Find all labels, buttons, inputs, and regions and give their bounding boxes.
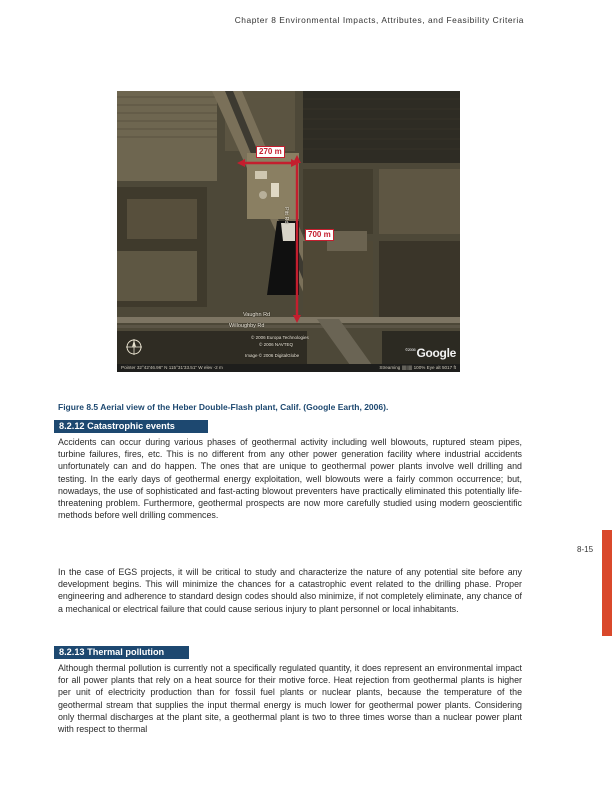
copyright-line: Image © 2006 DigitalGlobe xyxy=(245,353,300,358)
road-label-willoughby: Willoughby Rd xyxy=(229,323,265,329)
chapter-side-tab xyxy=(602,530,612,636)
paragraph: Accidents can occur during various phases of geothermal activity including well blowouts, ruptured steam pipes, turbine failures, fires, etc. This is no different from any other power generation facility where industrial accidents unfortunately can and do happen. The ones that are unique to geothermal power plants involve well drilling and testing. In the early days of geothermal energy exploitation, well blowouts were a fairly common occurrence; but, nowadays, the use of sophisticated and fast-acting blowout preventers have practically eliminated this potentially life-threatening problem. Furthermore, geothermal prospects are now more carefully studied using modern geoscientific methods before well drilling commences. xyxy=(58,437,522,521)
dimension-label-width: 270 m xyxy=(256,146,285,158)
road-label-pitt: Pitt Rd xyxy=(283,207,289,224)
paragraph: In the case of EGS projects, it will be critical to study and characterize the nature of any potential site before any development begins. This will minimize the chances for a catastrophic event related to the drilling phase. Proper engineering and adherence to standard design codes should also minimize, if not completely eliminate, any chance of a mechanical or electrical failure that could cause serious injury to plant personnel or local inhabitants. xyxy=(58,567,522,614)
section-heading-catastrophic-events: 8.2.12 Catastrophic events xyxy=(54,420,208,433)
aerial-terrain xyxy=(117,91,460,372)
section-heading-thermal-pollution: 8.2.13 Thermal pollution xyxy=(54,646,189,659)
pointer-coordinates: Pointer 32°42'46.96" N 115°31'33.51" W elev -2 m xyxy=(121,365,223,370)
copyright-line: © 2006 NAVTEQ xyxy=(259,342,293,347)
running-header: Chapter 8 Environmental Impacts, Attributes, and Feasibility Criteria xyxy=(234,15,524,25)
aerial-photo-figure xyxy=(117,91,460,372)
earth-status-bar xyxy=(117,364,460,372)
dimension-label-length: 700 m xyxy=(305,229,334,241)
streaming-eye-alt: Streaming ||||||||| 100% Eye alt 5017 ft xyxy=(379,365,456,370)
road-label-vaughn: Vaughn Rd xyxy=(243,312,271,318)
compass-icon xyxy=(125,338,143,356)
google-earth-logo: $^{©2006}$Google xyxy=(405,346,456,360)
figure-caption: Figure 8.5 Aerial view of the Heber Double-Flash plant, Calif. (Google Earth, 2006). xyxy=(58,402,389,412)
copyright-line: © 2006 Europa Technologies xyxy=(251,335,309,340)
page-number: 8-15 xyxy=(577,545,594,554)
paragraph: Although thermal pollution is currently not a specifically regulated quantity, it does represent an environmental impact for all power plants that rely on a heat source for their motive force. Heat rejection from geothermal plants is higher per unit of electricity production than for fossil fuel plants or nuclear plants, because the temperature of the geothermal stream that supplies the input thermal energy is much lower for geothermal power plants. Considering only thermal discharges at the plant site, a geothermal plant is two to three times worse than a nuclear power plant with respect to thermal xyxy=(58,663,522,735)
